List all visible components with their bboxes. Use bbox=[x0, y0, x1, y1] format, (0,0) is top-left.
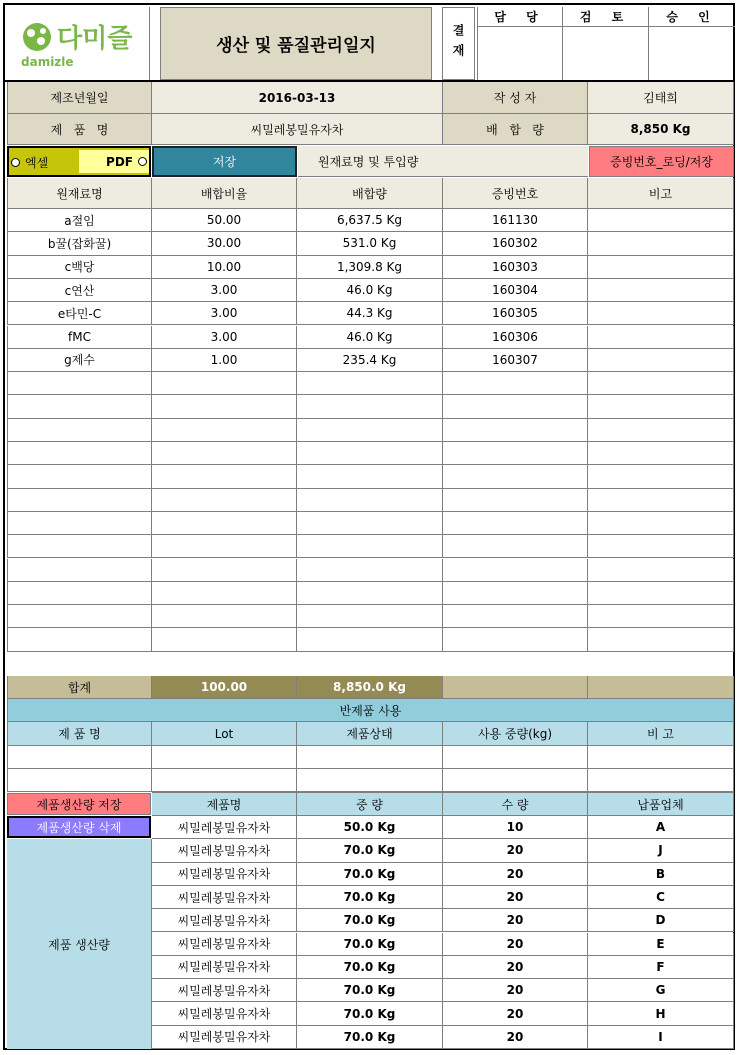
production-cell[interactable]: A bbox=[588, 816, 734, 839]
excel-option[interactable]: 엑셀 bbox=[11, 154, 76, 171]
material-cell[interactable] bbox=[297, 489, 443, 512]
production-cell[interactable]: 20 bbox=[443, 933, 588, 956]
mix-value[interactable]: 8,850 Kg bbox=[588, 114, 734, 145]
production-cell[interactable]: 20 bbox=[443, 909, 588, 932]
production-cell[interactable]: 씨밀레봉밀유자차 bbox=[152, 933, 297, 956]
semi-header-4: 사용 중량(kg) bbox=[443, 722, 588, 746]
approval-sign-2[interactable] bbox=[563, 27, 649, 80]
material-cell[interactable] bbox=[152, 605, 297, 628]
material-cell[interactable] bbox=[588, 559, 734, 582]
material-cell[interactable] bbox=[7, 442, 152, 465]
production-header-1: 제품명 bbox=[152, 792, 297, 816]
materials-header-3: 배합량 bbox=[297, 178, 443, 209]
approval-col-2: 검 토 bbox=[563, 7, 649, 27]
total-amount: 8,850.0 Kg bbox=[297, 676, 443, 699]
material-cell[interactable] bbox=[152, 489, 297, 512]
material-cell[interactable] bbox=[297, 512, 443, 535]
material-cell[interactable]: 10.00 bbox=[152, 256, 297, 279]
material-cell[interactable] bbox=[588, 442, 734, 465]
material-cell[interactable] bbox=[588, 535, 734, 558]
semi-cell[interactable] bbox=[152, 769, 297, 792]
material-cell[interactable]: 160305 bbox=[443, 302, 588, 325]
material-cell[interactable] bbox=[7, 372, 152, 395]
production-cell[interactable]: 씨밀레봉밀유자차 bbox=[152, 1026, 297, 1049]
delete-production-button[interactable]: 제품생산량 삭제 bbox=[7, 816, 151, 838]
materials-header-4: 증빙번호 bbox=[443, 178, 588, 209]
approval-label: 결재 bbox=[442, 7, 475, 80]
logo-text: 다미즐 bbox=[57, 24, 133, 54]
production-cell[interactable]: 50.0 Kg bbox=[297, 816, 443, 839]
material-cell[interactable] bbox=[7, 512, 152, 535]
material-cell[interactable] bbox=[152, 559, 297, 582]
material-cell[interactable] bbox=[588, 326, 734, 349]
production-cell[interactable]: 씨밀레봉밀유자차 bbox=[152, 839, 297, 862]
material-cell[interactable] bbox=[152, 419, 297, 442]
production-cell[interactable]: 70.0 Kg bbox=[297, 956, 443, 979]
production-cell[interactable]: 70.0 Kg bbox=[297, 1002, 443, 1025]
material-cell[interactable]: 160303 bbox=[443, 256, 588, 279]
production-cell[interactable]: B bbox=[588, 863, 734, 886]
material-cell[interactable]: 50.00 bbox=[152, 209, 297, 232]
semi-cell[interactable] bbox=[588, 746, 734, 769]
material-cell[interactable] bbox=[443, 372, 588, 395]
semi-cell[interactable] bbox=[588, 769, 734, 792]
semi-cell[interactable] bbox=[297, 769, 443, 792]
material-cell[interactable] bbox=[7, 605, 152, 628]
material-cell[interactable] bbox=[297, 442, 443, 465]
material-cell[interactable] bbox=[588, 279, 734, 302]
material-cell[interactable]: 160307 bbox=[443, 349, 588, 372]
material-cell[interactable] bbox=[588, 349, 734, 372]
material-cell[interactable] bbox=[297, 395, 443, 418]
excel-radio-icon[interactable] bbox=[11, 158, 20, 167]
semi-header-3: 제품상태 bbox=[297, 722, 443, 746]
production-cell[interactable]: 씨밀레봉밀유자차 bbox=[152, 886, 297, 909]
material-cell[interactable] bbox=[7, 628, 152, 651]
production-cell[interactable]: 20 bbox=[443, 863, 588, 886]
material-cell[interactable] bbox=[7, 465, 152, 488]
production-cell[interactable]: 70.0 Kg bbox=[297, 886, 443, 909]
production-cell[interactable]: H bbox=[588, 1002, 734, 1025]
material-cell[interactable]: 44.3 Kg bbox=[297, 302, 443, 325]
production-side-label: 제품 생산량 bbox=[7, 839, 152, 1049]
production-cell[interactable]: 70.0 Kg bbox=[297, 979, 443, 1002]
material-cell[interactable]: 1,309.8 Kg bbox=[297, 256, 443, 279]
production-cell[interactable]: 10 bbox=[443, 816, 588, 839]
page-title: 생산 및 품질관리일지 bbox=[160, 7, 432, 80]
semi-header-1: 제 품 명 bbox=[7, 722, 152, 746]
material-cell[interactable] bbox=[7, 535, 152, 558]
material-cell[interactable]: c연산 bbox=[7, 279, 152, 302]
total-proof bbox=[443, 676, 588, 699]
material-cell[interactable] bbox=[7, 559, 152, 582]
material-cell[interactable] bbox=[588, 372, 734, 395]
production-cell[interactable]: 20 bbox=[443, 979, 588, 1002]
material-cell[interactable] bbox=[443, 419, 588, 442]
material-cell[interactable] bbox=[588, 605, 734, 628]
material-cell[interactable] bbox=[152, 535, 297, 558]
semi-header-2: Lot bbox=[152, 722, 297, 746]
material-cell[interactable]: 160306 bbox=[443, 326, 588, 349]
semi-cell[interactable] bbox=[7, 746, 152, 769]
semi-cell[interactable] bbox=[297, 746, 443, 769]
mix-label: 배 합 량 bbox=[443, 114, 588, 145]
production-cell[interactable]: 씨밀레봉밀유자차 bbox=[152, 863, 297, 886]
production-cell[interactable]: 20 bbox=[443, 886, 588, 909]
semi-cell[interactable] bbox=[152, 746, 297, 769]
approval-sign-3[interactable] bbox=[649, 27, 735, 80]
material-cell[interactable] bbox=[297, 582, 443, 605]
material-cell[interactable]: 3.00 bbox=[152, 326, 297, 349]
production-cell[interactable]: 씨밀레봉밀유자차 bbox=[152, 979, 297, 1002]
material-cell[interactable] bbox=[443, 559, 588, 582]
save-button[interactable]: 저장 bbox=[152, 146, 297, 177]
production-cell[interactable]: 20 bbox=[443, 839, 588, 862]
materials-header-1: 원재료명 bbox=[7, 178, 152, 209]
logo-icon bbox=[19, 21, 55, 53]
production-header-3: 수 량 bbox=[443, 792, 588, 816]
material-cell[interactable]: 6,637.5 Kg bbox=[297, 209, 443, 232]
semi-cell[interactable] bbox=[443, 746, 588, 769]
materials-header-2: 배합비율 bbox=[152, 178, 297, 209]
material-cell[interactable] bbox=[297, 419, 443, 442]
product-value[interactable]: 씨밀레봉밀유자차 bbox=[152, 114, 443, 145]
production-cell[interactable]: 20 bbox=[443, 1002, 588, 1025]
material-cell[interactable] bbox=[588, 232, 734, 255]
material-cell[interactable]: 1.00 bbox=[152, 349, 297, 372]
product-label: 제 품 명 bbox=[7, 114, 152, 145]
material-cell[interactable] bbox=[152, 372, 297, 395]
production-cell[interactable]: 20 bbox=[443, 1026, 588, 1049]
production-header-2: 중 량 bbox=[297, 792, 443, 816]
material-cell[interactable] bbox=[588, 512, 734, 535]
material-cell[interactable]: 3.00 bbox=[152, 279, 297, 302]
material-cell[interactable] bbox=[152, 465, 297, 488]
material-cell[interactable]: 531.0 Kg bbox=[297, 232, 443, 255]
material-cell[interactable]: g제수 bbox=[7, 349, 152, 372]
material-cell[interactable]: a절임 bbox=[7, 209, 152, 232]
production-cell[interactable]: 씨밀레봉밀유자차 bbox=[152, 956, 297, 979]
material-cell[interactable] bbox=[443, 605, 588, 628]
material-cell[interactable] bbox=[443, 582, 588, 605]
material-cell[interactable] bbox=[7, 489, 152, 512]
material-cell[interactable] bbox=[443, 489, 588, 512]
semi-cell[interactable] bbox=[443, 769, 588, 792]
material-cell[interactable] bbox=[297, 559, 443, 582]
proof-load-save-button[interactable]: 증빙번호_로딩/저장 bbox=[589, 146, 734, 177]
material-cell[interactable] bbox=[588, 302, 734, 325]
material-cell[interactable] bbox=[7, 395, 152, 418]
material-cell[interactable]: b꿀(잡화꿀) bbox=[7, 232, 152, 255]
material-cell[interactable]: 30.00 bbox=[152, 232, 297, 255]
materials-header-5: 비고 bbox=[588, 178, 734, 209]
production-cell[interactable]: 70.0 Kg bbox=[297, 1026, 443, 1049]
approval-sign-1[interactable] bbox=[478, 27, 563, 80]
production-cell[interactable]: I bbox=[588, 1026, 734, 1049]
material-cell[interactable]: 46.0 Kg bbox=[297, 279, 443, 302]
material-cell[interactable] bbox=[588, 465, 734, 488]
date-value[interactable]: 2016-03-13 bbox=[152, 82, 443, 114]
material-cell[interactable] bbox=[152, 395, 297, 418]
material-cell[interactable] bbox=[588, 256, 734, 279]
production-cell[interactable]: 70.0 Kg bbox=[297, 839, 443, 862]
material-cell[interactable]: 160302 bbox=[443, 232, 588, 255]
material-cell[interactable] bbox=[588, 395, 734, 418]
production-cell[interactable]: 70.0 Kg bbox=[297, 909, 443, 932]
material-cell[interactable] bbox=[443, 442, 588, 465]
material-cell[interactable] bbox=[297, 372, 443, 395]
material-cell[interactable]: 46.0 Kg bbox=[297, 326, 443, 349]
material-cell[interactable] bbox=[7, 582, 152, 605]
production-header-4: 납품업체 bbox=[588, 792, 734, 816]
semi-header-5: 비 고 bbox=[588, 722, 734, 746]
production-cell[interactable]: 씨밀레봉밀유자차 bbox=[152, 909, 297, 932]
material-cell[interactable] bbox=[7, 419, 152, 442]
logo-area bbox=[7, 7, 150, 80]
save-production-button[interactable]: 제품생산량 저장 bbox=[7, 793, 151, 815]
material-cell[interactable] bbox=[588, 209, 734, 232]
material-cell[interactable]: 235.4 Kg bbox=[297, 349, 443, 372]
semi-title: 반제품 사용 bbox=[7, 699, 734, 722]
writer-value[interactable]: 김태희 bbox=[588, 82, 734, 114]
production-cell[interactable]: J bbox=[588, 839, 734, 862]
approval-box bbox=[477, 7, 734, 80]
material-cell[interactable] bbox=[443, 395, 588, 418]
pdf-option[interactable]: PDF bbox=[79, 150, 149, 173]
semi-cell[interactable] bbox=[7, 769, 152, 792]
material-cell[interactable] bbox=[443, 465, 588, 488]
material-cell[interactable] bbox=[443, 628, 588, 651]
production-cell[interactable]: 70.0 Kg bbox=[297, 863, 443, 886]
logo-subtext: damizle bbox=[21, 55, 74, 69]
production-cell[interactable]: 씨밀레봉밀유자차 bbox=[152, 1002, 297, 1025]
export-group bbox=[7, 146, 151, 177]
material-cell[interactable] bbox=[297, 605, 443, 628]
material-cell[interactable] bbox=[443, 512, 588, 535]
total-label: 합계 bbox=[7, 676, 152, 699]
production-cell[interactable]: 20 bbox=[443, 956, 588, 979]
material-cell[interactable]: 161130 bbox=[443, 209, 588, 232]
production-cell[interactable]: D bbox=[588, 909, 734, 932]
material-cell[interactable] bbox=[588, 419, 734, 442]
production-cell[interactable]: C bbox=[588, 886, 734, 909]
material-cell[interactable] bbox=[588, 489, 734, 512]
date-label: 제조년월일 bbox=[7, 82, 152, 114]
material-cell[interactable] bbox=[443, 535, 588, 558]
material-cell[interactable]: e타민-C bbox=[7, 302, 152, 325]
material-cell[interactable] bbox=[588, 628, 734, 651]
material-cell[interactable]: 160304 bbox=[443, 279, 588, 302]
material-cell[interactable]: c백당 bbox=[7, 256, 152, 279]
material-cell[interactable]: 3.00 bbox=[152, 302, 297, 325]
approval-col-1: 담 당 bbox=[478, 7, 563, 27]
approval-col-3: 승 인 bbox=[649, 7, 735, 27]
material-cell[interactable] bbox=[152, 582, 297, 605]
material-cell[interactable] bbox=[152, 442, 297, 465]
material-cell[interactable] bbox=[297, 535, 443, 558]
production-cell[interactable]: E bbox=[588, 933, 734, 956]
section-label: 원재료명 및 투입량 bbox=[298, 146, 588, 177]
production-cell[interactable]: 70.0 Kg bbox=[297, 933, 443, 956]
material-cell[interactable] bbox=[152, 628, 297, 651]
material-cell[interactable] bbox=[297, 628, 443, 651]
material-cell[interactable] bbox=[297, 465, 443, 488]
material-cell[interactable]: fMC bbox=[7, 326, 152, 349]
writer-label: 작 성 자 bbox=[443, 82, 588, 114]
total-ratio: 100.00 bbox=[152, 676, 297, 699]
material-cell[interactable] bbox=[588, 582, 734, 605]
pdf-radio-icon[interactable] bbox=[138, 157, 147, 166]
production-cell[interactable]: G bbox=[588, 979, 734, 1002]
total-note bbox=[588, 676, 734, 699]
production-cell[interactable]: 씨밀레봉밀유자차 bbox=[152, 816, 297, 839]
production-cell[interactable]: F bbox=[588, 956, 734, 979]
material-cell[interactable] bbox=[152, 512, 297, 535]
